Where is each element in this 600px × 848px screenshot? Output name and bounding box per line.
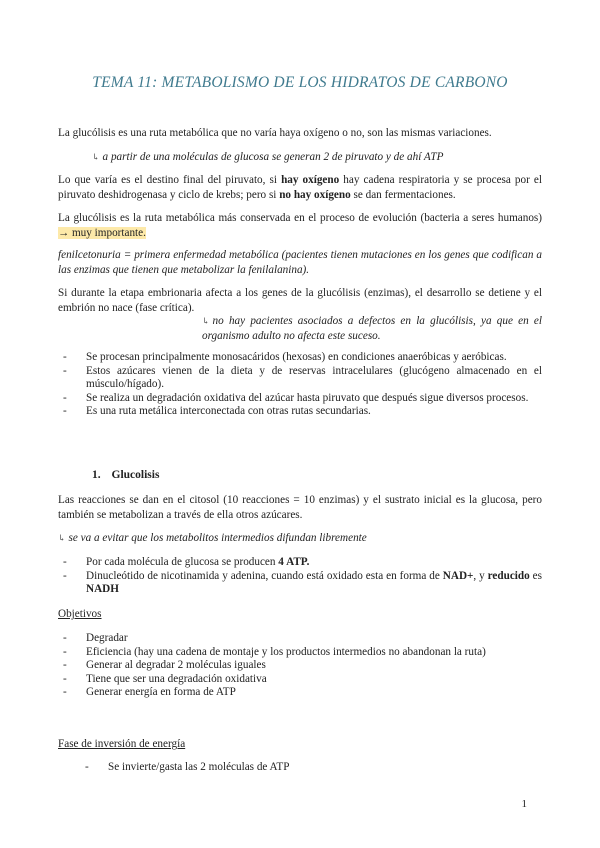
- intro-paragraph-2: Lo que varía es el destino final del piruvato, si hay oxígeno hay cadena respiratoria y se procesa por el piruvato deshidrogenasa y ciclo de krebs; pero si no hay oxígeno se dan fermentaciones.: [58, 174, 542, 201]
- list-item: - Eficiencia (hay una cadena de montaje y los productos intermedios no abandonan la ruta): [58, 646, 542, 660]
- list-item: - Se invierte/gasta las 2 moléculas de ATP: [80, 761, 542, 775]
- list-item: - Estos azúcares vienen de la dieta y de reservas intracelulares (glucógeno almacenado en el músculo/hígado).: [58, 365, 542, 392]
- phase-label: Fase de inversión de energía: [58, 738, 186, 750]
- intro-paragraph-4: fenilcetonuria = primera enfermedad metabólica (pacientes tienen mutaciones en los genes que codifican a las enzimas que tienen que metabolizar la fenilalanina).: [58, 249, 542, 276]
- section-bullet-list: [58, 556, 542, 597]
- phase-list: [80, 761, 542, 775]
- objectives-list: [58, 632, 542, 700]
- list-item: - Por cada molécula de glucosa se producen 4 ATP.: [58, 556, 542, 570]
- intro-paragraph-1: La glucólisis es una ruta metabólica que no varía haya oxígeno o no, son las mismas variaciones.: [58, 127, 492, 139]
- page-number: 1: [521, 798, 527, 810]
- section-paragraph-1: Las reacciones se dan en el citosol (10 reacciones = 10 enzimas) y el sustrato inicial es la glucosa, pero también se metabolizan a través de ella otros azúcares.: [58, 494, 542, 521]
- list-item: - Dinucleótido de nicotinamida y adenina, cuando está oxidado esta en forma de NAD+, y reducido es NADH: [58, 570, 542, 597]
- intro-bullet-list: [58, 351, 542, 419]
- return-arrow-icon: ↳: [92, 152, 100, 162]
- section-note: ↳ se va a evitar que los metabolitos intermedios difundan libremente: [58, 532, 367, 544]
- list-item: - Se procesan principalmente monosacáridos (hexosas) en condiciones anaeróbicas y aeróbicas.: [58, 351, 542, 365]
- intro-note-2: ↳ no hay pacientes asociados a defectos en la glucólisis, ya que en el organismo adulto no afecta este suceso.: [202, 315, 542, 342]
- list-item: - Es una ruta metálica interconectada con otras rutas secundarias.: [58, 405, 542, 419]
- objectives-label: Objetivos: [58, 608, 102, 620]
- page-title: TEMA 11: METABOLISMO DE LOS HIDRATOS DE CARBONO: [92, 74, 508, 91]
- highlight-important: → muy importante.: [58, 226, 146, 239]
- list-item: - Tiene que ser una degradación oxidativa: [58, 673, 542, 687]
- intro-paragraph-5: Si durante la etapa embrionaria afecta a los genes de la glucólisis (enzimas), el desarrollo se detiene y el embrión no nace (fase crítica).: [58, 287, 542, 314]
- list-item: - Se realiza un degradación oxidativa del azúcar hasta piruvato que después sigue diversos procesos.: [58, 392, 542, 406]
- return-arrow-icon: ↳: [58, 533, 66, 543]
- list-item: - Degradar: [58, 632, 542, 646]
- intro-paragraph-3: La glucólisis es la ruta metabólica más conservada en el proceso de evolución (bacteria a seres humanos) → muy importante.: [58, 212, 542, 239]
- list-item: - Generar energía en forma de ATP: [58, 686, 542, 700]
- return-arrow-icon: ↳: [202, 316, 210, 326]
- list-item: - Generar al degradar 2 moléculas iguales: [58, 659, 542, 673]
- section-heading: 1. Glucolisis: [92, 469, 160, 481]
- intro-note-1: ↳ a partir de una moléculas de glucosa se generan 2 de piruvato y de ahí ATP: [92, 151, 444, 163]
